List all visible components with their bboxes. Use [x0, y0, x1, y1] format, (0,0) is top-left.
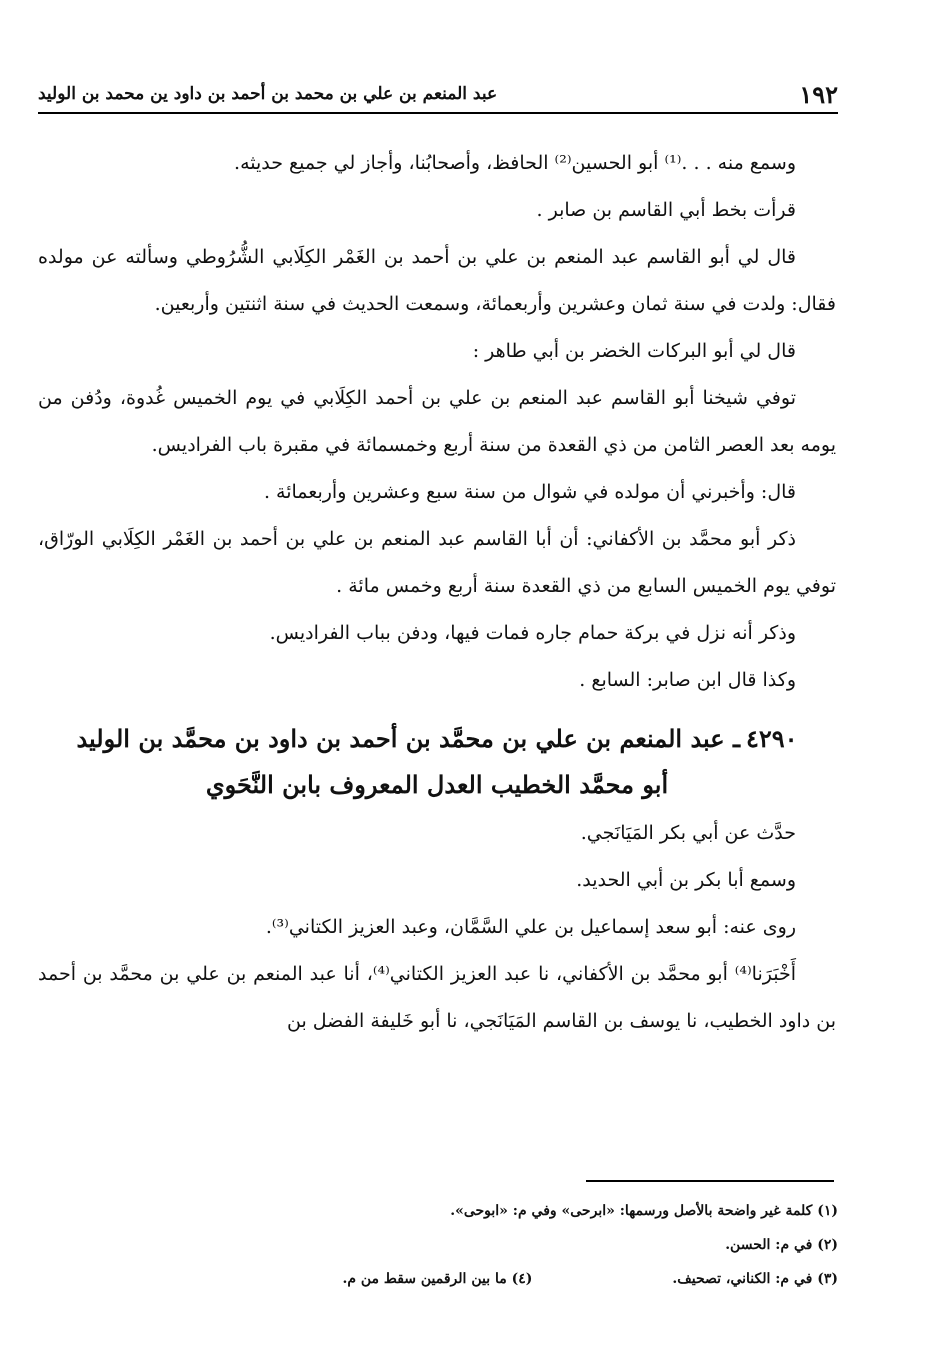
footnote-row — [38, 1262, 838, 1296]
paragraph: وسمع أبا بكر بن أبي الحديد. — [576, 869, 796, 891]
paragraph: ذكر أبو محمَّد بن الأكفاني: أن أبا القاسم عبد المنعم بن علي بن أحمد بن الغَمْر الكِلَابي الورّاق، توفي يوم الخميس السابع من ذي القعدة سنة أربع وخمس مائة . — [38, 528, 836, 597]
paragraph: وكذا قال ابن صابر: السابع . — [579, 669, 796, 691]
footnote-4: (٤) ما بين الرقمين سقط من م. — [342, 1271, 533, 1287]
entry-heading-line-1 — [38, 716, 836, 762]
paragraph: قال لي أبو البركات الخضر بن أبي طاهر : — [472, 340, 796, 362]
entry-heading — [38, 716, 836, 808]
footnote-rule — [586, 1180, 834, 1182]
main-text — [38, 140, 836, 1045]
header-rule — [38, 112, 838, 114]
page-number: ١٩٢ — [799, 80, 838, 109]
running-title: عبد المنعم بن علي بن محمد بن أحمد بن داود ين محمد بن الوليد — [38, 84, 498, 104]
footnote-2: (٢) في م: الحسن. — [725, 1237, 838, 1253]
paragraph: قال لي أبو القاسم عبد المنعم بن علي بن أحمد بن الغَمْر الكِلَابي الشُّرُوطي وسألته عن مولده فقال: ولدت في سنة ثمان وعشرين وأربعمائة، وسمعت الحديث في سنة اثنتين وأربعين. — [38, 246, 836, 315]
paragraph: توفي شيخنا أبو القاسم عبد المنعم بن علي بن أحمد الكِلَابي في يوم الخميس غُدوة، ودُفن من يومه بعد العصر الثامن من ذي القعدة من سنة أربع وخمسمائة في مقبرة باب الفراديس. — [38, 387, 836, 456]
paragraph: قرأت بخط أبي القاسم بن صابر . — [536, 199, 796, 221]
paragraph: وذكر أنه نزل في بركة حمام جاره فمات فيها، ودفن بباب الفراديس. — [269, 622, 796, 644]
paragraph: أَخْبَرَنا⁽⁴⁾ أبو محمَّد بن الأكفاني، نا عبد العزيز الكتاني⁽⁴⁾، أنا عبد المنعم بن علي بن محمَّد بن أحمد بن داود الخطيب، نا يوسف بن القاسم المَيَانَجي، نا أبو خَليفة الفضل بن — [38, 963, 836, 1032]
entry-name: ـ عبد المنعم بن علي بن محمَّد بن أحمد بن داود بن محمَّد بن الوليد — [76, 724, 740, 753]
footnote-3: (٣) في م: الكناني، تصحيف. — [672, 1271, 838, 1287]
paragraph: حدَّث عن أبي بكر المَيَانَجي. — [580, 822, 796, 844]
paragraph: روى عنه: أبو سعد إسماعيل بن علي السَّمَّان، وعبد العزيز الكتاني⁽³⁾. — [265, 916, 796, 938]
entry-number: ٤٢٩٠ — [746, 724, 798, 753]
footnote-1: (١) كلمة غير واضحة بالأصل ورسمها: «ابرحى» وفي م: «ابوحى». — [450, 1203, 838, 1219]
paragraph: قال: وأخبرني أن مولده في شوال من سنة سبع وعشرين وأربعمائة . — [263, 481, 796, 503]
entry-heading-line-2: أبو محمَّد الخطيب العدل المعروف بابن النَّحَوي — [205, 770, 669, 799]
paragraph: وسمع منه . . .⁽¹⁾ أبو الحسين⁽²⁾ الحافظ، وأصحابُنا، وأجاز لي جميع حديثه. — [234, 152, 796, 174]
page-header — [38, 78, 838, 112]
footnotes — [38, 1194, 838, 1296]
